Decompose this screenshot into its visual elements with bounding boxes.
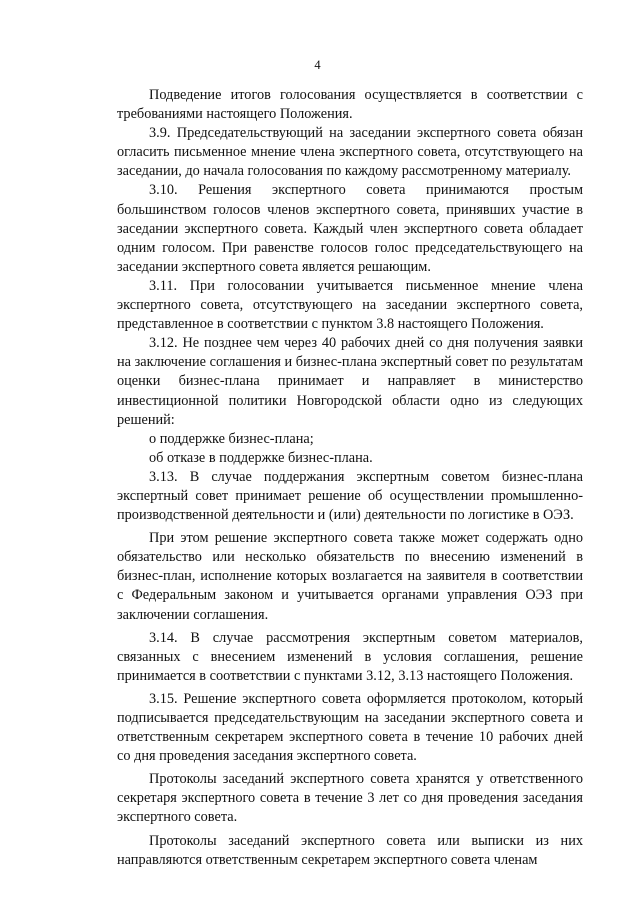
paragraph-3-12: 3.12. Не позднее чем через 40 рабочих дней со дня получения заявки на заключение соглашения и бизнес-плана экспертный совет по результатам оценки бизнес-плана принимает и направляет в министерство инвестиционной политики Новгородской области одно из следующих решений: [117, 335, 583, 428]
paragraph-3-13: 3.13. В случае поддержания экспертным советом бизнес-плана экспертный совет принимает решение об осуществлении промышленно-производственной деятельности и (или) деятельности по логистике в ОЭЗ. [117, 468, 583, 524]
paragraph-voting-results: Подведение итогов голосования осуществляется в соответствии с требованиями настоящего Положения. [117, 87, 583, 123]
list-item-support: о поддержке бизнес-плана; [149, 430, 314, 447]
paragraph-3-9: 3.9. Председательствующий на заседании экспертного совета обязан огласить письменное мнение члена экспертного совета, отсутствующего на заседании, до начала голосования по каждому рассмотренному материалу. [117, 125, 583, 180]
document-body [117, 86, 583, 870]
paragraph-obligations: При этом решение экспертного совета также может содержать одно обязательство или несколько обязательств по внесению изменений в бизнес-план, исполнение которых возлагается на заявителя в соответствии с Федеральным законом и учитывается органами управления ОЭЗ при заключении соглашения. [117, 530, 583, 623]
page-number: 4 [314, 58, 321, 72]
paragraph-3-10: 3.10. Решения экспертного совета принимаются простым большинством голосов членов экспертного совета, принявших участие в заседании экспертного совета. Каждый член экспертного совета обладает одним голосом. При равенстве голосов голос председательствующего на заседании экспертного совета является решающим. [117, 182, 583, 275]
paragraph-protocol-storage: Протоколы заседаний экспертного совета хранятся у ответственного секретаря экспертного совета в течение 3 лет со дня проведения заседания экспертного совета. [117, 771, 583, 826]
paragraph-3-14: 3.14. В случае рассмотрения экспертным советом материалов, связанных с внесением изменений в условия соглашения, решение принимается в соответствии с пунктами 3.12, 3.13 настоящего Положения. [117, 629, 583, 684]
list-item-refusal: об отказе в поддержке бизнес-плана. [149, 449, 373, 466]
paragraph-3-11: 3.11. При голосовании учитывается письменное мнение члена экспертного совета, отсутствующего на заседании экспертного совета, представленное в соответствии с пунктом 3.8 настоящего Положения. [117, 277, 583, 333]
paragraph-protocol-distribution: Протоколы заседаний экспертного совета или выписки из них направляются ответственным секретарем экспертного совета членам [117, 832, 583, 868]
paragraph-3-15: 3.15. Решение экспертного совета оформляется протоколом, который подписывается председательствующим на заседании экспертного совета и ответственным секретарем экспертного совета в течение 10 рабочих дней со дня проведения заседания экспертного совета. [117, 690, 583, 765]
